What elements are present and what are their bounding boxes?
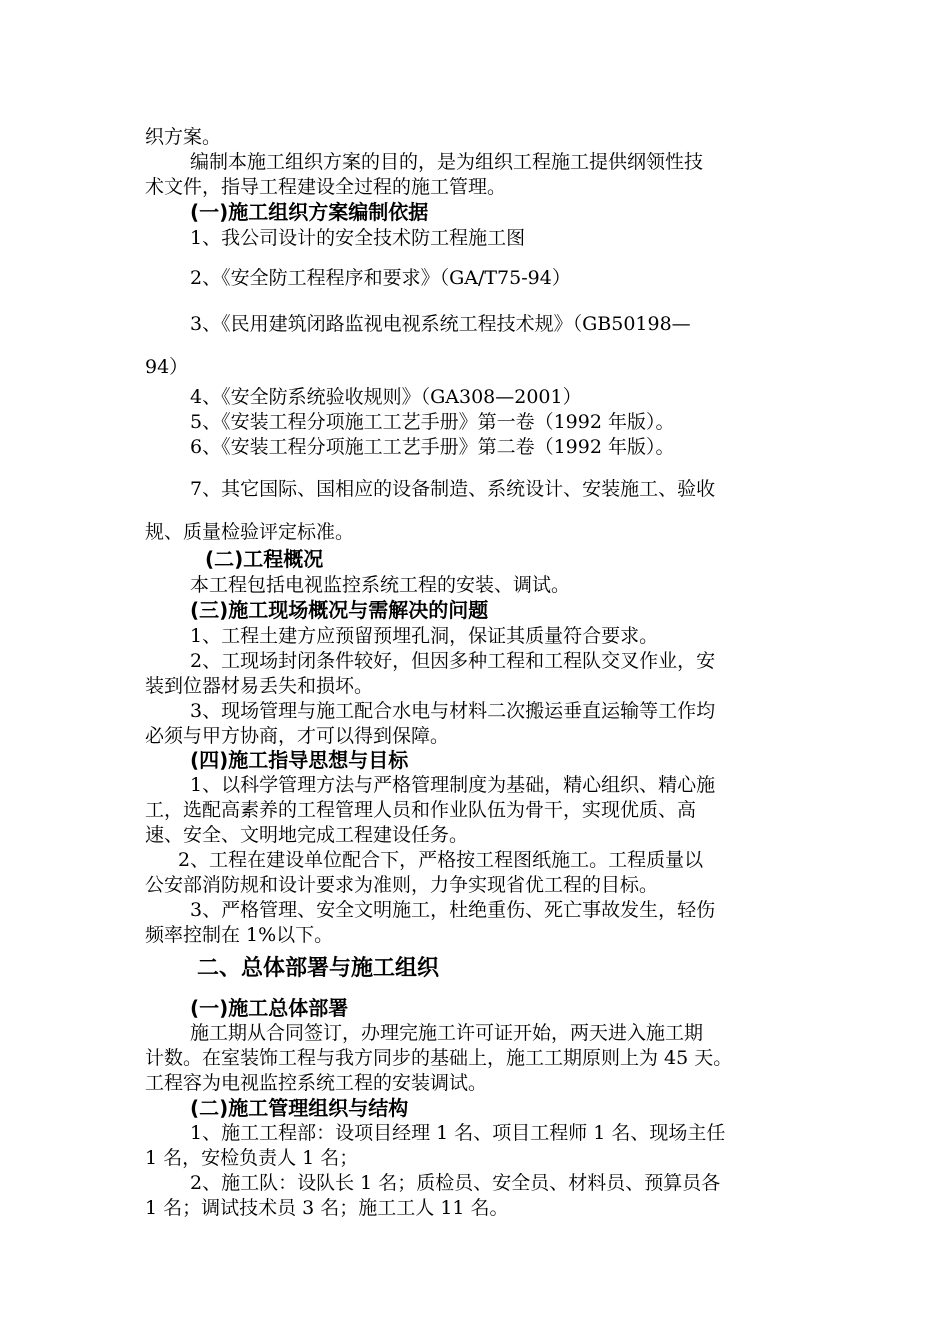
paragraph-line: 公安部消防规和设计要求为准则，力争实现省优工程的目标。 bbox=[145, 874, 659, 896]
paragraph-line: 3、严格管理、安全文明施工，杜绝重伤、死亡事故发生，轻伤 bbox=[190, 899, 716, 921]
paragraph-line: 织方案。 bbox=[145, 126, 222, 148]
paragraph-line: 2、《安全防工程程序和要求》（GA/T75-94） bbox=[190, 267, 571, 289]
paragraph-line: 94） bbox=[145, 356, 189, 378]
paragraph-line: 频率控制在 1%以下。 bbox=[145, 924, 334, 946]
paragraph-line: 1 名，安检负责人 1 名； bbox=[145, 1147, 359, 1169]
paragraph-line: 1 名；调试技术员 3 名；施工工人 11 名。 bbox=[145, 1197, 509, 1219]
paragraph-line: 1、我公司设计的安全技术防工程施工图 bbox=[190, 227, 526, 249]
paragraph-line: 计数。在室装饰工程与我方同步的基础上，施工工期原则上为 45 天。 bbox=[145, 1047, 733, 1069]
paragraph-line: 工程容为电视监控系统工程的安装调试。 bbox=[145, 1072, 488, 1094]
section-heading: (一)施工总体部署 bbox=[190, 996, 349, 1020]
paragraph-line: 2、施工队：设队长 1 名；质检员、安全员、材料员、预算员各 bbox=[190, 1172, 721, 1194]
section-heading: (三)施工现场概况与需解决的问题 bbox=[190, 598, 489, 622]
paragraph-line: 术文件，指导工程建设全过程的施工管理。 bbox=[145, 176, 507, 198]
paragraph-line: 5、《安装工程分项施工工艺手册》第一卷（1992 年版）。 bbox=[190, 411, 675, 433]
paragraph-line: 1、以科学管理方法与严格管理制度为基础，精心组织、精心施 bbox=[190, 774, 716, 796]
paragraph-line: 速、安全、文明地完成工程建设任务。 bbox=[145, 824, 469, 846]
paragraph-line: 6、《安装工程分项施工工艺手册》第二卷（1992 年版）。 bbox=[190, 436, 675, 458]
paragraph-line: 必须与甲方协商，才可以得到保障。 bbox=[145, 725, 450, 747]
paragraph-line: 规、质量检验评定标准。 bbox=[145, 521, 355, 543]
section-heading: (四)施工指导思想与目标 bbox=[190, 748, 409, 772]
section-heading: (二)工程概况 bbox=[205, 547, 324, 571]
paragraph-line: 7、其它国际、国相应的设备制造、系统设计、安装施工、验收 bbox=[190, 478, 716, 500]
paragraph-line: 4、《安全防系统验收规则》（GA308—2001） bbox=[190, 386, 582, 408]
section-heading: (一)施工组织方案编制依据 bbox=[190, 200, 429, 224]
section-heading: 二、总体部署与施工组织 bbox=[197, 956, 440, 981]
paragraph-line: 装到位器材易丢失和损坏。 bbox=[145, 675, 374, 697]
paragraph-line: 3、《民用建筑闭路监视电视系统工程技术规》（GB50198— bbox=[190, 313, 691, 335]
paragraph-line: 工，选配高素养的工程管理人员和作业队伍为骨干，实现优质、高 bbox=[145, 799, 697, 821]
paragraph-line: 编制本施工组织方案的目的，是为组织工程施工提供纲领性技 bbox=[190, 151, 704, 173]
paragraph-line: 2、工现场封闭条件较好，但因多种工程和工程队交叉作业，安 bbox=[190, 650, 716, 672]
paragraph-line: 3、现场管理与施工配合水电与材料二次搬运垂直运输等工作均 bbox=[190, 700, 716, 722]
paragraph-line: 施工期从合同签订，办理完施工许可证开始，两天进入施工期 bbox=[190, 1022, 704, 1044]
paragraph-line: 1、施工工程部：设项目经理 1 名、项目工程师 1 名、现场主任 bbox=[190, 1122, 726, 1144]
paragraph-line: 2、工程在建设单位配合下，严格按工程图纸施工。工程质量以 bbox=[178, 849, 704, 871]
paragraph-line: 本工程包括电视监控系统工程的安装、调试。 bbox=[190, 574, 571, 596]
paragraph-line: 1、工程土建方应预留预埋孔洞，保证其质量符合要求。 bbox=[190, 625, 659, 647]
section-heading: (二)施工管理组织与结构 bbox=[190, 1096, 409, 1120]
